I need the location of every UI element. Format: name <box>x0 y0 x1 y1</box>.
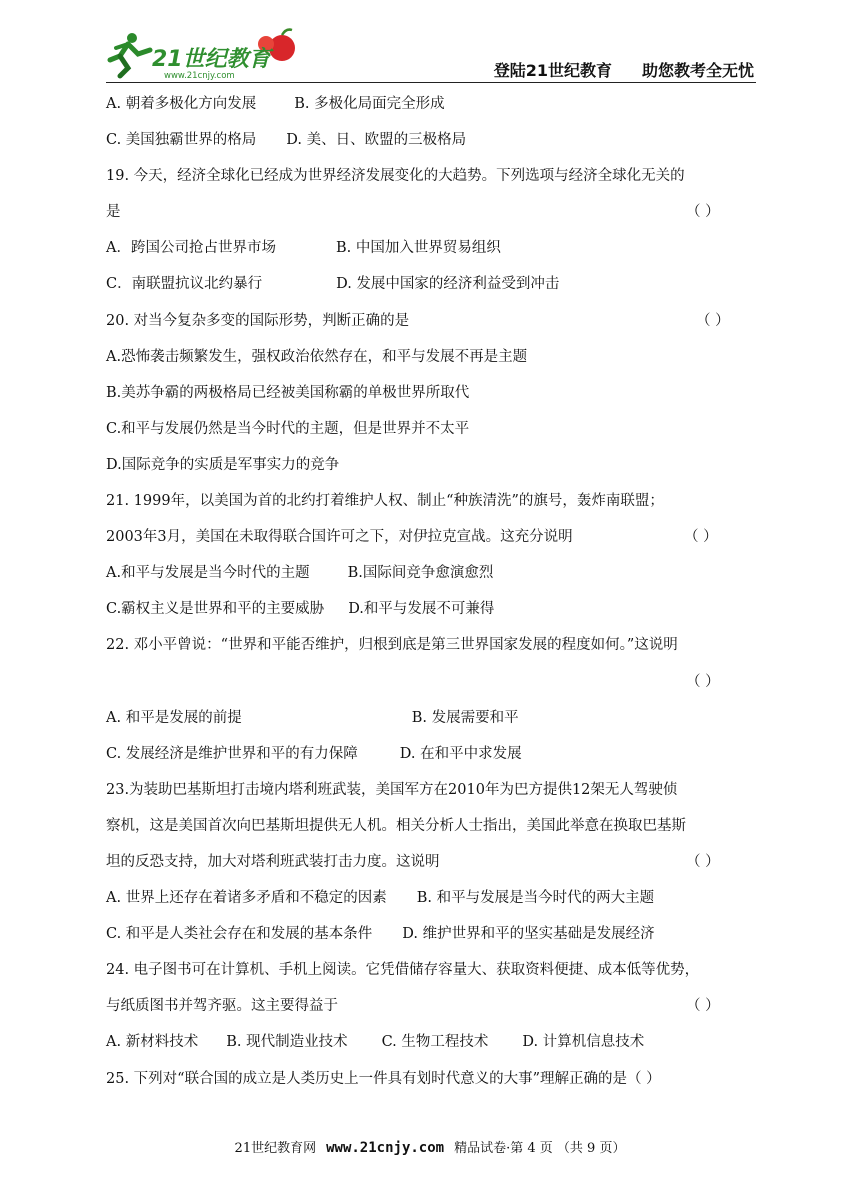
answer-blank[interactable]: （ ） <box>696 312 730 329</box>
content-line <box>106 988 756 1024</box>
answer-option[interactable]: B. 现代制造业技术 <box>226 1034 348 1051</box>
content-line <box>106 664 756 700</box>
page-footer <box>0 1137 860 1156</box>
question-text: 坦的反恐支持，加大对塔利班武装打击力度。这说明 <box>106 853 440 870</box>
answer-option[interactable]: B. 中国加入世界贸易组织 <box>335 240 501 257</box>
content-line <box>106 736 756 772</box>
answer-option[interactable]: C. 美国独霸世界的格局 <box>106 132 257 149</box>
answer-option[interactable]: B. 和平与发展是当今时代的两大主题 <box>416 890 655 907</box>
answer-option[interactable]: C.霸权主义是世界和平的主要威胁 <box>106 601 325 618</box>
answer-option[interactable]: C. 发展经济是维护世界和平的有力保障 <box>106 745 358 762</box>
content-line <box>106 772 756 808</box>
question-text: 23.为装助巴基斯坦打击境内塔利班武装，美国军方在2010年为巴方提供12架无人驾驶侦 <box>106 781 678 798</box>
answer-option[interactable]: A. 世界上还存在着诸多矛盾和不稳定的因素 <box>106 890 387 907</box>
content-line <box>106 844 756 880</box>
content-line <box>106 952 756 988</box>
question-text: A.恐怖袭击频繁发生，强权政治依然存在，和平与发展不再是主题 <box>106 348 528 365</box>
content-line <box>106 303 756 339</box>
logo-text: 21世纪教育 <box>152 47 271 72</box>
answer-option[interactable]: D. 发展中国家的经济利益受到冲击 <box>336 276 560 293</box>
answer-option[interactable]: C. 生物工程技术 <box>381 1034 489 1051</box>
question-text: B.美苏争霸的两极格局已经被美国称霸的单极世界所取代 <box>106 384 470 401</box>
question-text: 21. 1999年，以美国为首的北约打着维护人权、制止“种族清洗”的旗号，轰炸南联盟； <box>106 493 664 510</box>
question-text: 19. 今天，经济全球化已经成为世界经济发展变化的大趋势。下列选项与经济全球化无关的 <box>106 168 685 185</box>
answer-option[interactable]: A.和平与发展是当今时代的主题 <box>106 565 310 582</box>
content-line <box>106 86 756 122</box>
content-line <box>106 916 756 952</box>
question-text: 25. 下列对“联合国的成立是人类历史上一件具有划时代意义的大事”理解正确的是（ ） <box>106 1070 661 1087</box>
content-line <box>106 375 756 411</box>
page-header <box>106 26 756 82</box>
content-line <box>106 808 756 844</box>
question-text: 20. 对当今复杂多变的国际形势，判断正确的是 <box>106 312 410 329</box>
answer-option[interactable]: A. 朝着多极化方向发展 <box>106 96 257 112</box>
answer-blank[interactable]: （ ） <box>686 204 720 221</box>
content-line <box>106 591 756 627</box>
answer-option[interactable]: B. 多极化局面完全形成 <box>294 96 445 112</box>
question-text: C.和平与发展仍然是当今时代的主题，但是世界并不太平 <box>106 420 470 437</box>
answer-option[interactable]: D. 维护世界和平的坚实基础是发展经济 <box>402 926 655 943</box>
answer-option[interactable]: B.国际间竞争愈演愈烈 <box>347 565 494 582</box>
answer-blank[interactable]: （ ） <box>686 998 720 1015</box>
slogan-right: 助您教考全无忧 <box>641 61 754 80</box>
answer-option[interactable]: D.和平与发展不可兼得 <box>348 601 495 618</box>
runner-icon <box>110 33 150 76</box>
site-logo[interactable] <box>106 26 306 82</box>
content-line <box>106 555 756 591</box>
question-text: 察机，这是美国首次向巴基斯坦提供无人机。相关分析人士指出，美国此举意在换取巴基斯 <box>106 817 686 834</box>
content-line <box>106 627 756 663</box>
question-text: 24. 电子图书可在计算机、手机上阅读。它凭借储存容量大、获取资料便捷、成本低等优势， <box>106 962 700 979</box>
question-content <box>106 86 756 1097</box>
content-line <box>106 519 756 555</box>
answer-option[interactable]: D. 在和平中求发展 <box>399 745 522 762</box>
content-line <box>106 880 756 916</box>
footer-page-info: 精品试卷·第 4 页 （共 9 页） <box>454 1141 626 1156</box>
content-line <box>106 1024 756 1060</box>
footer-site-url[interactable]: www.21cnjy.com <box>326 1140 445 1156</box>
answer-option[interactable]: D. 美、日、欧盟的三极格局 <box>286 132 467 149</box>
answer-option[interactable]: A．跨国公司抢占世界市场 <box>106 240 276 257</box>
content-line <box>106 194 756 230</box>
footer-site-name: 21世纪教育网 <box>234 1141 317 1156</box>
answer-option[interactable]: C．南联盟抗议北约暴行 <box>106 276 263 293</box>
answer-option[interactable]: C. 和平是人类社会存在和发展的基本条件 <box>106 926 373 943</box>
content-line <box>106 158 756 194</box>
question-text: 22. 邓小平曾说：“世界和平能否维护，归根到底是第三世界国家发展的程度如何。”这说明 <box>106 637 678 654</box>
question-text: D.国际竞争的实质是军事实力的竞争 <box>106 456 340 473</box>
answer-option[interactable]: A. 和平是发展的前提 <box>106 709 242 726</box>
content-line <box>106 339 756 375</box>
content-line <box>106 266 756 302</box>
answer-option[interactable]: B. 发展需要和平 <box>411 709 519 726</box>
content-line <box>106 447 756 483</box>
header-slogan <box>494 58 754 81</box>
content-line <box>106 1061 756 1097</box>
content-line <box>106 483 756 519</box>
answer-blank[interactable]: （ ） <box>684 529 718 546</box>
content-line <box>106 700 756 736</box>
logo-url: www.21cnjy.com <box>164 71 235 81</box>
answer-option[interactable]: D. 计算机信息技术 <box>522 1034 645 1051</box>
question-text: 与纸质图书并驾齐驱。这主要得益于 <box>106 998 338 1015</box>
content-line <box>106 122 756 158</box>
content-line <box>106 411 756 447</box>
header-divider <box>106 82 756 83</box>
slogan-left: 登陆21世纪教育 <box>493 61 612 80</box>
question-text: 2003年3月，美国在未取得联合国许可之下，对伊拉克宣战。这充分说明 <box>106 529 573 546</box>
answer-blank[interactable]: （ ） <box>686 853 720 870</box>
question-text: 是 <box>106 204 121 221</box>
answer-option[interactable]: A. 新材料技术 <box>106 1034 199 1051</box>
answer-blank[interactable]: （ ） <box>686 673 720 690</box>
content-line <box>106 230 756 266</box>
